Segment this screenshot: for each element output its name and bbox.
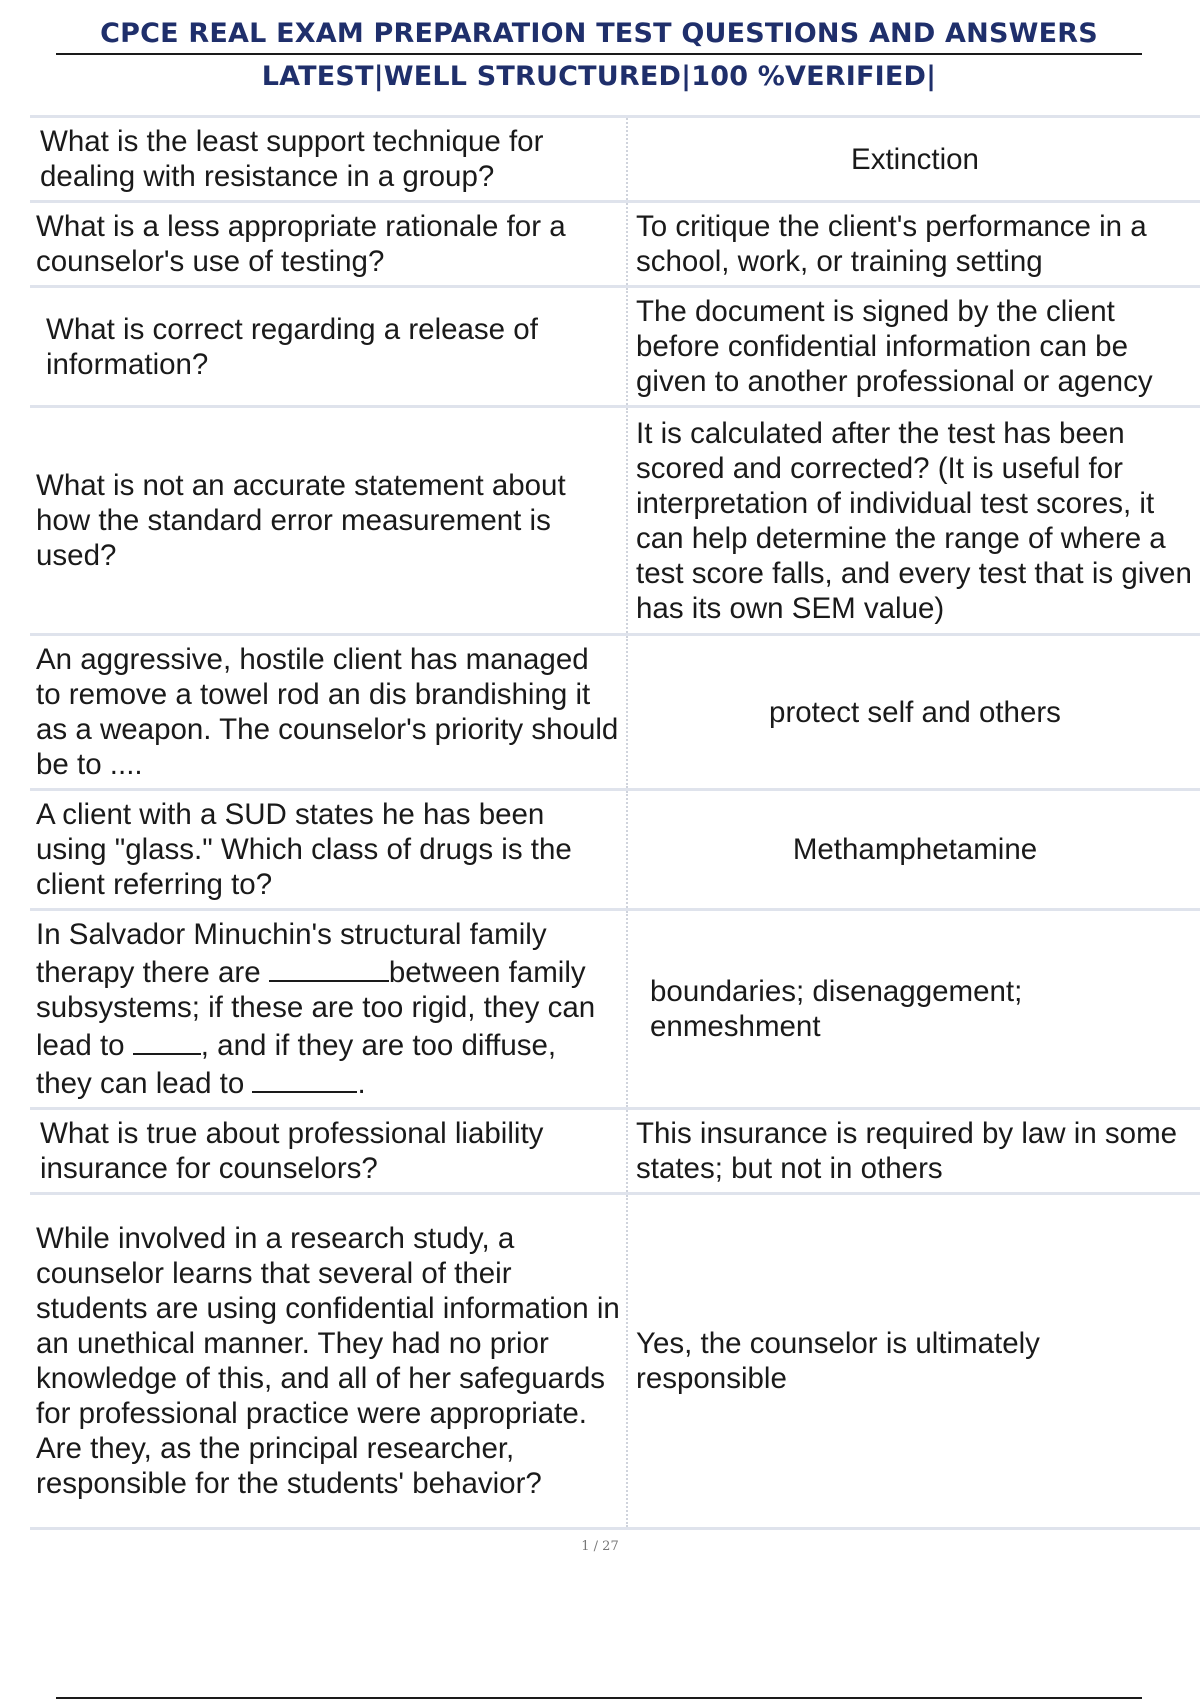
qa-row [30, 117, 1200, 202]
question-cell: What is the least support technique for dealing with resistance in a group? [30, 117, 627, 202]
qa-row [30, 407, 1200, 635]
title-line-1: CPCE REAL EXAM PREPARATION TEST QUESTIONS AND ANSWERS [56, 18, 1142, 55]
answer-cell: To critique the client's performance in a school, work, or training setting [627, 202, 1200, 287]
question-cell: An aggressive, hostile client has managed to remove a towel rod an dis brandishing it as a weapon. The counselor's priority should be to .... [30, 635, 627, 790]
title-line-2: LATEST|WELL STRUCTURED|100 %VERIFIED| [261, 61, 937, 92]
answer-cell: Methamphetamine [627, 790, 1200, 910]
answer-cell: Extinction [627, 117, 1200, 202]
qa-row [30, 287, 1200, 407]
question-cell: What is true about professional liability insurance for counselors? [30, 1109, 627, 1194]
question-text: , and if they are too diffuse, they can lead to [36, 1029, 557, 1100]
answer-cell: This insurance is required by law in some states; but not in others [627, 1109, 1200, 1194]
qa-row [30, 1109, 1200, 1194]
qa-row [30, 790, 1200, 910]
answer-blank [269, 952, 389, 982]
footer-rule [56, 1697, 1142, 1699]
question-cell: What is correct regarding a release of information? [30, 287, 627, 407]
question-text: . [357, 1067, 366, 1100]
answer-cell: boundaries; disenaggement; enmeshment [627, 910, 1200, 1109]
qa-row [30, 1194, 1200, 1529]
qa-table [30, 115, 1200, 1530]
question-cell: A client with a SUD states he has been using "glass." Which class of drugs is the client referring to? [30, 790, 627, 910]
question-cell: What is a less appropriate rationale for a counselor's use of testing? [30, 202, 627, 287]
question-cell [30, 910, 627, 1109]
answer-blank [133, 1025, 201, 1055]
question-cell: While involved in a research study, a counselor learns that several of their students are using confidential information in an unethical manner. They had no prior knowledge of this, and all of her safeguards for professional practice were appropriate. Are they, as the principal researcher, responsible for the students' behavior? [30, 1194, 627, 1529]
answer-cell: The document is signed by the client before confidential information can be given to another professional or agency [627, 287, 1200, 407]
question-cell: What is not an accurate statement about how the standard error measurement is used? [30, 407, 627, 635]
qa-row [30, 910, 1200, 1109]
answer-cell: Yes, the counselor is ultimately responsible [627, 1194, 1200, 1529]
answer-cell: It is calculated after the test has been scored and corrected? (It is useful for interpretation of individual test scores, it can help determine the range of where a test score falls, and every test that is given has its own SEM value) [627, 407, 1200, 635]
qa-row [30, 202, 1200, 287]
page-number: 1 / 27 [581, 1539, 619, 1554]
document-title [56, 18, 1142, 92]
answer-blank [252, 1063, 357, 1093]
qa-row [30, 635, 1200, 790]
question-text: In Salvador Minuchin's structural family therapy there are [36, 918, 547, 989]
question-text: between family subsystems; if these are too rigid, they can lead to [36, 956, 596, 1062]
answer-cell: protect self and others [627, 635, 1200, 790]
